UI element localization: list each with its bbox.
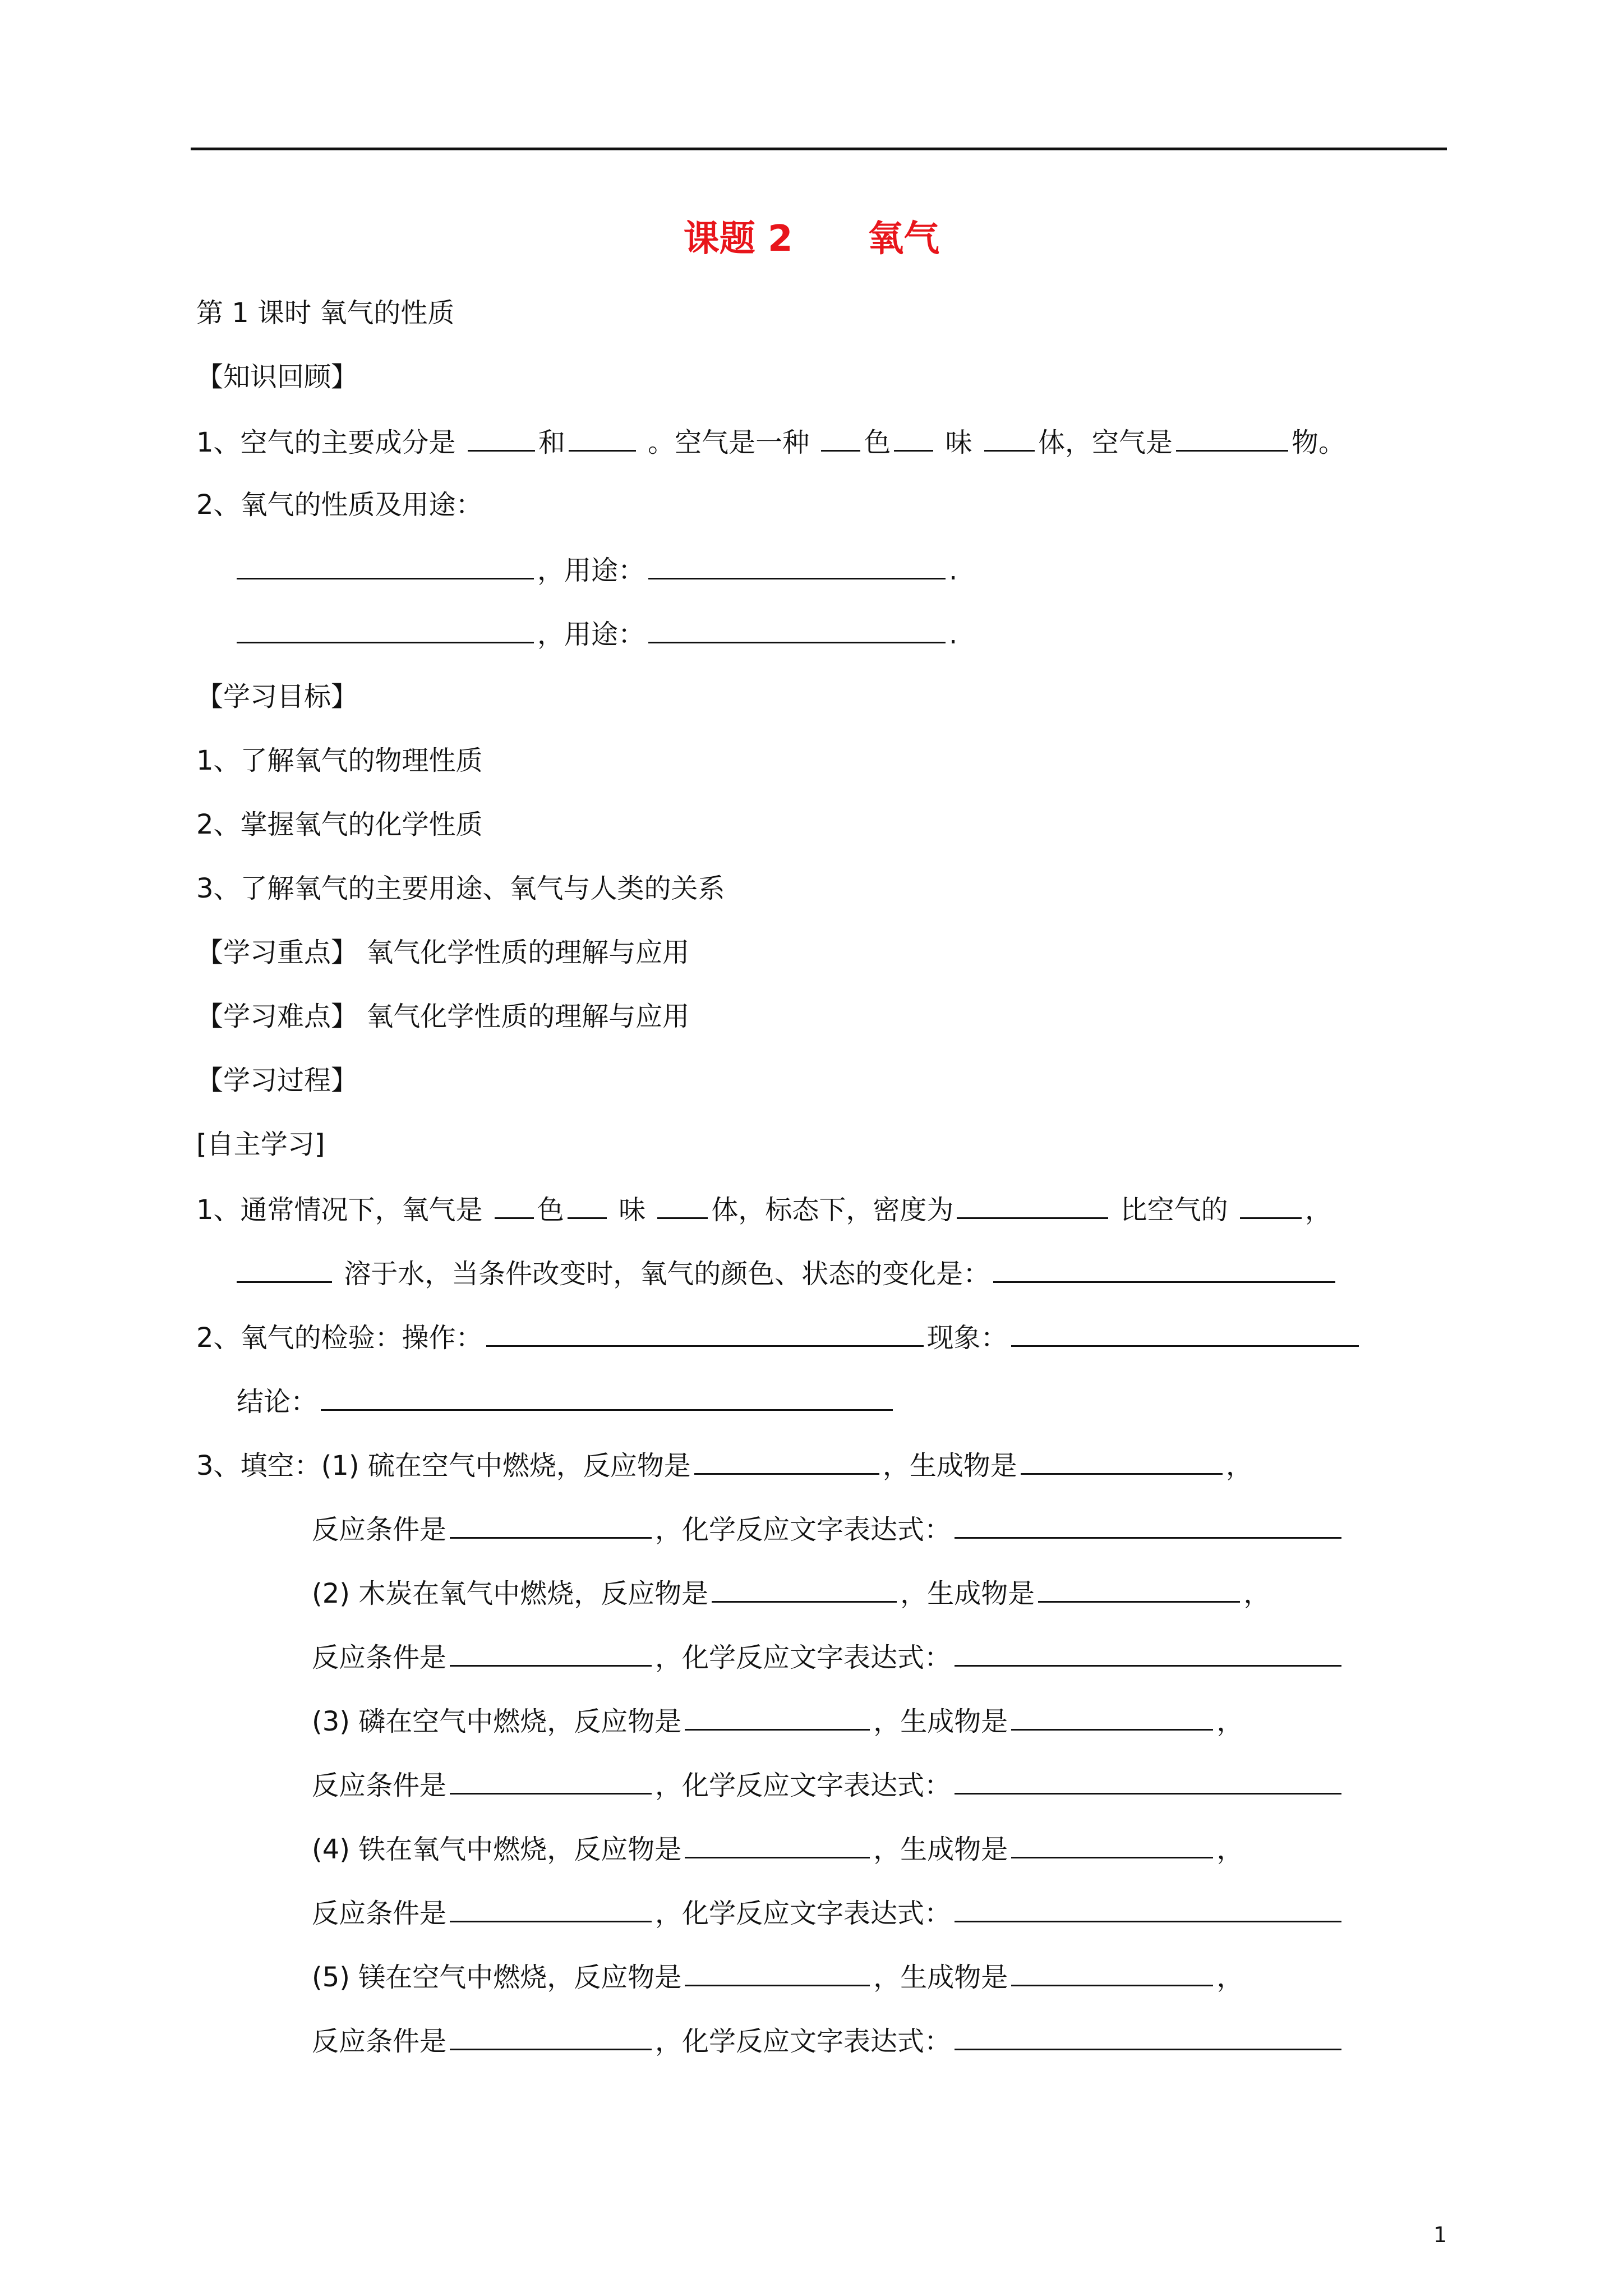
text: 色: [537, 1194, 564, 1226]
condition-blank[interactable]: [450, 1767, 652, 1795]
text: ，: [900, 1578, 928, 1609]
reaction-label: (4) 铁在氧气中燃烧，: [312, 1834, 574, 1865]
text: 空气的主要成分是: [240, 427, 456, 458]
text: .: [949, 555, 958, 586]
text: 反应物是: [574, 1962, 682, 1993]
text: ，: [873, 1834, 901, 1865]
answer-blank[interactable]: [821, 424, 860, 452]
self-q2-cont: [237, 1383, 896, 1419]
expression-blank[interactable]: [955, 1511, 1341, 1539]
text: 生成物是: [909, 1450, 1017, 1481]
text: 体，标态下，密度为: [711, 1194, 954, 1226]
question-number: 1、: [196, 1194, 241, 1226]
expression-blank[interactable]: [955, 1639, 1341, 1667]
text: 反应物是: [601, 1578, 709, 1609]
text: 反应条件是: [312, 1770, 447, 1801]
process-heading: 【学习过程】: [196, 1065, 358, 1096]
answer-blank[interactable]: [984, 424, 1035, 452]
text: 物。: [1291, 427, 1345, 458]
question-number: 3、: [196, 1450, 241, 1481]
text: 味: [945, 427, 972, 458]
question-number: 2、: [196, 1322, 241, 1354]
text: 。空气是一种: [648, 427, 810, 458]
condition-blank[interactable]: [450, 1639, 652, 1667]
review-q2: [196, 488, 483, 522]
property-use-row: [237, 616, 957, 651]
text: 氧气化学性质的理解与应用: [366, 1001, 690, 1032]
text: 色: [864, 427, 891, 458]
text: ，: [1216, 1706, 1244, 1737]
text: ，: [1304, 1194, 1332, 1226]
self-q3-item-3: [312, 1703, 1243, 1738]
product-blank[interactable]: [1038, 1575, 1240, 1603]
question-number: 1、: [196, 427, 241, 458]
self-q3-cond-4: [312, 1895, 1345, 1930]
answer-blank[interactable]: [495, 1191, 534, 1219]
text: 氧气化学性质的理解与应用: [366, 937, 690, 968]
product-blank[interactable]: [1021, 1447, 1223, 1475]
text: ，化学反应文字表达式：: [655, 1770, 952, 1801]
reactant-blank[interactable]: [685, 1831, 870, 1858]
answer-blank[interactable]: [568, 1191, 607, 1219]
self-q2: [196, 1319, 1362, 1355]
text: ，用途：: [537, 619, 645, 650]
goal-item: 3、了解氧气的主要用途、氧气与人类的关系: [196, 873, 725, 904]
text: 反应条件是: [312, 1898, 447, 1929]
text: 氧气的检验：操作：: [240, 1322, 483, 1354]
self-q3-item-2: [312, 1575, 1270, 1611]
page-title: 课题 2 氧气: [683, 218, 940, 260]
text: 氧气的性质及用途：: [240, 489, 483, 521]
expression-blank[interactable]: [955, 1895, 1341, 1922]
text: 比空气的: [1120, 1194, 1228, 1226]
answer-blank[interactable]: [894, 424, 933, 452]
text: 生成物是: [927, 1578, 1035, 1609]
text: ，: [882, 1450, 910, 1481]
product-blank[interactable]: [1011, 1959, 1213, 1986]
difficulty-point: [196, 1000, 689, 1033]
reactant-blank[interactable]: [685, 1959, 870, 1986]
text: ，: [1243, 1578, 1271, 1609]
self-study-heading: [自主学习]: [196, 1129, 325, 1160]
reaction-label: (1) 硫在空气中燃烧，: [321, 1450, 583, 1481]
answer-blank[interactable]: [1176, 424, 1288, 452]
text: ，化学反应文字表达式：: [655, 1642, 952, 1673]
text: ，化学反应文字表达式：: [655, 2026, 952, 2057]
self-q1: [196, 1191, 1332, 1227]
text: 现象：: [926, 1322, 1008, 1354]
product-blank[interactable]: [1011, 1831, 1213, 1858]
property-blank[interactable]: [237, 552, 534, 579]
label: 【学习重点】: [196, 937, 358, 968]
goals-heading: 【学习目标】: [196, 681, 358, 712]
self-q3-cond-3: [312, 1767, 1345, 1802]
reactant-blank[interactable]: [685, 1703, 870, 1731]
review-q1: [196, 424, 1345, 459]
text: 填空：: [240, 1450, 321, 1481]
text: 通常情况下，氧气是: [240, 1194, 483, 1226]
expression-blank[interactable]: [955, 2023, 1341, 2050]
answer-blank[interactable]: [468, 424, 535, 452]
conclusion-blank[interactable]: [321, 1383, 893, 1411]
self-q3-item-1: [196, 1447, 1253, 1483]
text: 生成物是: [900, 1834, 1008, 1865]
condition-blank[interactable]: [450, 1895, 652, 1922]
reaction-label: (5) 镁在空气中燃烧，: [312, 1962, 574, 1993]
question-number: 2、: [196, 489, 241, 521]
goal-item: 1、了解氧气的物理性质: [196, 745, 483, 776]
self-q3-cond-5: [312, 2023, 1345, 2058]
text: 体，空气是: [1038, 427, 1173, 458]
text: 反应物是: [574, 1834, 682, 1865]
text: ，: [1225, 1450, 1253, 1481]
label: 【学习难点】: [196, 1001, 358, 1032]
answer-blank[interactable]: [569, 424, 636, 452]
phenomenon-blank[interactable]: [1011, 1319, 1359, 1347]
text: ，化学反应文字表达式：: [655, 1898, 952, 1929]
self-q3-item-4: [312, 1831, 1243, 1866]
self-q3-item-5: [312, 1959, 1243, 1994]
text: 生成物是: [900, 1706, 1008, 1737]
text: ，: [1216, 1962, 1244, 1993]
answer-blank[interactable]: [657, 1191, 708, 1219]
self-q3-cond-1: [312, 1511, 1345, 1547]
state-change-blank[interactable]: [993, 1255, 1335, 1283]
page-number: 1: [1433, 2223, 1447, 2247]
condition-blank[interactable]: [450, 1511, 652, 1539]
self-q3-cond-2: [312, 1639, 1345, 1674]
reactant-blank[interactable]: [694, 1447, 879, 1475]
reaction-label: (2) 木炭在氧气中燃烧，: [312, 1578, 601, 1609]
text: 反应物是: [583, 1450, 691, 1481]
solubility-blank[interactable]: [237, 1255, 332, 1283]
text: 反应条件是: [312, 2026, 447, 2057]
header-rule: [191, 148, 1447, 150]
text: 溶于水，当条件改变时，氧气的颜色、状态的变化是：: [344, 1258, 990, 1290]
text: 反应条件是: [312, 1514, 447, 1545]
property-use-row: [237, 552, 957, 587]
density-blank[interactable]: [957, 1191, 1108, 1219]
expression-blank[interactable]: [955, 1767, 1341, 1795]
review-heading: 【知识回顾】: [196, 361, 358, 393]
text: 反应物是: [574, 1706, 682, 1737]
text: 和: [538, 427, 565, 458]
property-blank[interactable]: [237, 616, 534, 643]
condition-blank[interactable]: [450, 2023, 652, 2050]
text: ，用途：: [537, 555, 645, 586]
reactant-blank[interactable]: [712, 1575, 897, 1603]
goal-item: 2、掌握氧气的化学性质: [196, 809, 483, 840]
text: 生成物是: [900, 1962, 1008, 1993]
key-point: [196, 936, 689, 969]
use-blank[interactable]: [648, 552, 946, 579]
use-blank[interactable]: [648, 616, 946, 643]
lesson-line: 第 1 课时 氧气的性质: [196, 297, 455, 329]
text: ，化学反应文字表达式：: [655, 1514, 952, 1545]
text: ，: [1216, 1834, 1244, 1865]
answer-blank[interactable]: [1240, 1191, 1302, 1219]
operation-blank[interactable]: [486, 1319, 924, 1347]
text: 味: [619, 1194, 646, 1226]
text: 反应条件是: [312, 1642, 447, 1673]
reaction-label: (3) 磷在空气中燃烧，: [312, 1706, 574, 1737]
text: ，: [873, 1706, 901, 1737]
product-blank[interactable]: [1011, 1703, 1213, 1731]
self-q1-cont: [237, 1255, 1339, 1291]
text: .: [949, 619, 958, 650]
text: ，: [873, 1962, 901, 1993]
text: 结论：: [237, 1386, 318, 1418]
